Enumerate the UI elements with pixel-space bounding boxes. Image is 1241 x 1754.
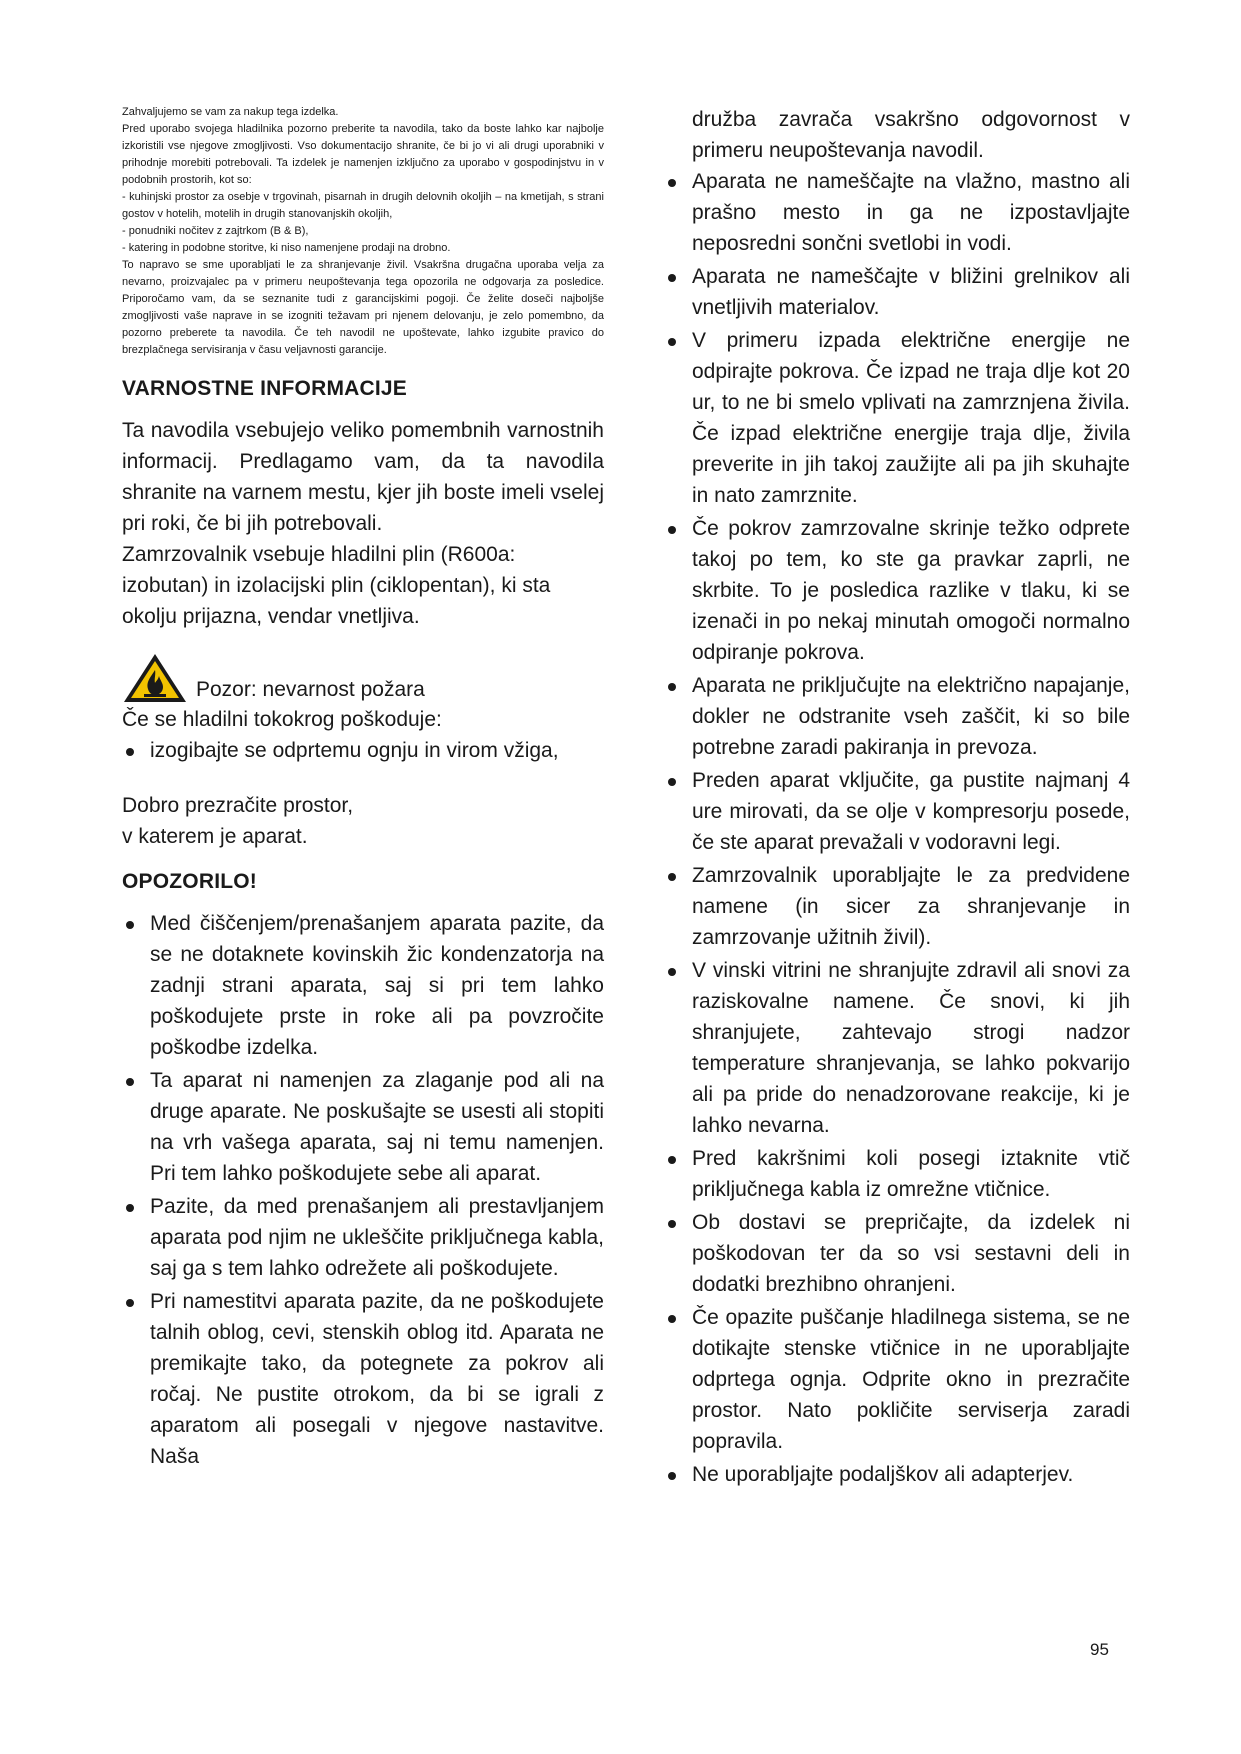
safety-paragraph-1: Ta navodila vsebujejo veliko pomembnih varnostnih informacij. Predlagamo vam, da ta navodila shranite na varnem mestu, kjer jih boste imeli vselej pri roki, če bi jih potrebovali. bbox=[122, 419, 604, 535]
list-item: Med čiščenjem/prenašanjem aparata pazite, da se ne dotaknete kovinskih žic kondenzatorja na zadnji strani aparata, saj si pri tem lahko poškodujete prste in roke ali pa povzročite poškodbe izdelka. bbox=[122, 908, 604, 1063]
fire-warning-label: Pozor: nevarnost požara bbox=[196, 678, 425, 701]
intro-line: Zahvaljujemo se vam za nakup tega izdelka. bbox=[122, 106, 339, 118]
list-item: Aparata ne nameščajte v bližini grelnikov ali vnetljivih materialov. bbox=[664, 261, 1130, 323]
safety-heading: VARNOSTNE INFORMACIJE bbox=[122, 377, 407, 400]
list-item: Aparata ne nameščajte na vlažno, mastno ali prašno mesto in ga ne izpostavljajte neposredni sončni svetlobi in vodi. bbox=[664, 166, 1130, 259]
warning-list-right bbox=[664, 166, 1130, 1490]
list-item: Pri namestitvi aparata pazite, da ne poškodujete talnih oblog, cevi, stenskih oblog itd. Aparata ne premikajte tako, da potegnete za pokrov ali ročaj. Ne pustite otrokom, da bi se igrali z aparatom ali posegali v njegove nastavitve. Naša bbox=[122, 1286, 604, 1472]
list-item: Če pokrov zamrzovalne skrinje težko odprete takoj po tem, ko ste ga pravkar zaprli, ne skrbite. To je posledica razlike v tlaku, ki se izenači in po nekaj minutah omogoči normalno odpiranje pokrova. bbox=[664, 513, 1130, 668]
intro-text bbox=[122, 104, 604, 359]
warning-list-left bbox=[122, 908, 604, 1472]
intro-line: Pred uporabo svojega hladilnika pozorno preberite ta navodila, tako da boste lahko kar najbolje izkoristili vse njegove zmogljivosti. Vso dokumentacijo shranite, če bi jo vi ali drugi uporabniki v prihodnje morebiti potrebovali. Ta izdelek je namenjen izključno za uporabo v gospodinjstvu in v podobnih prostorih, kot so: bbox=[122, 123, 604, 186]
list-item: Ne uporabljajte podaljškov ali adapterjev. bbox=[664, 1459, 1130, 1490]
warning-continuation: družba zavrača vsakršno odgovornost v primeru neupoštevanja navodil. bbox=[692, 108, 1130, 162]
page-number: 95 bbox=[1090, 1640, 1109, 1659]
list-item: Pred kakršnimi koli posegi iztaknite vtič priključnega kabla iz omrežne vtičnice. bbox=[664, 1143, 1130, 1205]
list-item: Pazite, da med prenašanjem ali prestavljanjem aparata pod njim ne ukleščite priključnega kabla, saj ga s tem lahko odrežete ali poškodujete. bbox=[122, 1191, 604, 1284]
warning-heading: OPOZORILO! bbox=[122, 870, 257, 893]
list-item: Zamrzovalnik uporabljajte le za predvidene namene (in sicer za shranjevanje in zamrzovanje užitnih živil). bbox=[664, 860, 1130, 953]
list-item: Aparata ne priključujte na električno napajanje, dokler ne odstranite vseh zaščit, ki so bile potrebne zaradi pakiranja in prevoza. bbox=[664, 670, 1130, 763]
ventilate-text-1: Dobro prezračite prostor, bbox=[122, 794, 354, 817]
safety-paragraph-2: Zamrzovalnik vsebuje hladilni plin (R600a: izobutan) in izolacijski plin (ciklopentan), ki sta okolju prijazna, vendar vnetljiva. bbox=[122, 543, 551, 628]
list-item: V vinski vitrini ne shranjujte zdravil ali snovi za raziskovalne namene. Če snovi, ki jih shranjujete, zahtevajo strogi nadzor temperature shranjevanja, se lahko pokvarijo ali pa pride do nenadzorovane reakcije, ki je lahko nevarna. bbox=[664, 955, 1130, 1141]
circuit-text: Če se hladilni tokokrog poškoduje: bbox=[122, 708, 442, 731]
intro-line: - katering in podobne storitve, ki niso namenjene prodaji na drobno. bbox=[122, 242, 451, 254]
list-item: Ta aparat ni namenjen za zlaganje pod ali na druge aparate. Ne poskušajte se usesti ali stopiti na vrh vašega aparata, saj ni temu namenjen. Pri tem lahko poškodujete sebe ali aparat. bbox=[122, 1065, 604, 1189]
list-item: Preden aparat vključite, ga pustite najmanj 4 ure mirovati, da se olje v kompresorju posede, če ste aparat prevažali v vodoravni legi. bbox=[664, 765, 1130, 858]
circuit-list bbox=[122, 735, 604, 766]
list-item: izogibajte se odprtemu ognju in virom vžiga, bbox=[122, 735, 604, 766]
fire-warning bbox=[122, 652, 604, 704]
left-column bbox=[122, 104, 604, 1474]
list-item: Ob dostavi se prepričajte, da izdelek ni poškodovan ter da so vsi sestavni deli in dodatki brezhibno ohranjeni. bbox=[664, 1207, 1130, 1300]
list-item: V primeru izpada električne energije ne odpirajte pokrova. Če izpad ne traja dlje kot 20 ur, to ne bi smelo vplivati na zamrznjena živila. Če izpad električne energije traja dlje, živila preverite in jih takoj zaužijte ali pa jih skuhajte in nato zamrznite. bbox=[664, 325, 1130, 511]
fire-hazard-icon bbox=[122, 652, 188, 704]
list-item: Če opazite puščanje hladilnega sistema, se ne dotikajte stenske vtičnice in ne uporabljajte odprtega ognja. Odprite okno in prezračite prostor. Nato pokličite serviserja zaradi popravila. bbox=[664, 1302, 1130, 1457]
intro-line: - kuhinjski prostor za osebje v trgovinah, pisarnah in drugih delovnih okoljih – na kmetijah, s strani gostov v hotelih, motelih in drugih stanovanjskih okoljih, bbox=[122, 191, 604, 220]
ventilate-text-2: v katerem je aparat. bbox=[122, 825, 308, 848]
intro-line: - ponudniki nočitev z zajtrkom (B & B), bbox=[122, 225, 309, 237]
intro-line: To napravo se sme uporabljati le za shranjevanje živil. Vsakršna drugačna uporaba velja za nevarno, proizvajalec pa v primeru neupoštevanja tega opozorila ne odgovarja za posledice. Priporočamo vam, da se seznanite tudi z garancijskimi pogoji. Če želite doseči najboljše zmogljivosti vaše naprave in se izogniti težavam pri njenem delovanju, je zelo pomembno, da pozorno preberete ta navodila. Če teh navodil ne upoštevate, lahko izgubite pravico do brezplačnega servisiranja v času veljavnosti garancije. bbox=[122, 259, 604, 356]
right-column bbox=[664, 104, 1130, 1492]
